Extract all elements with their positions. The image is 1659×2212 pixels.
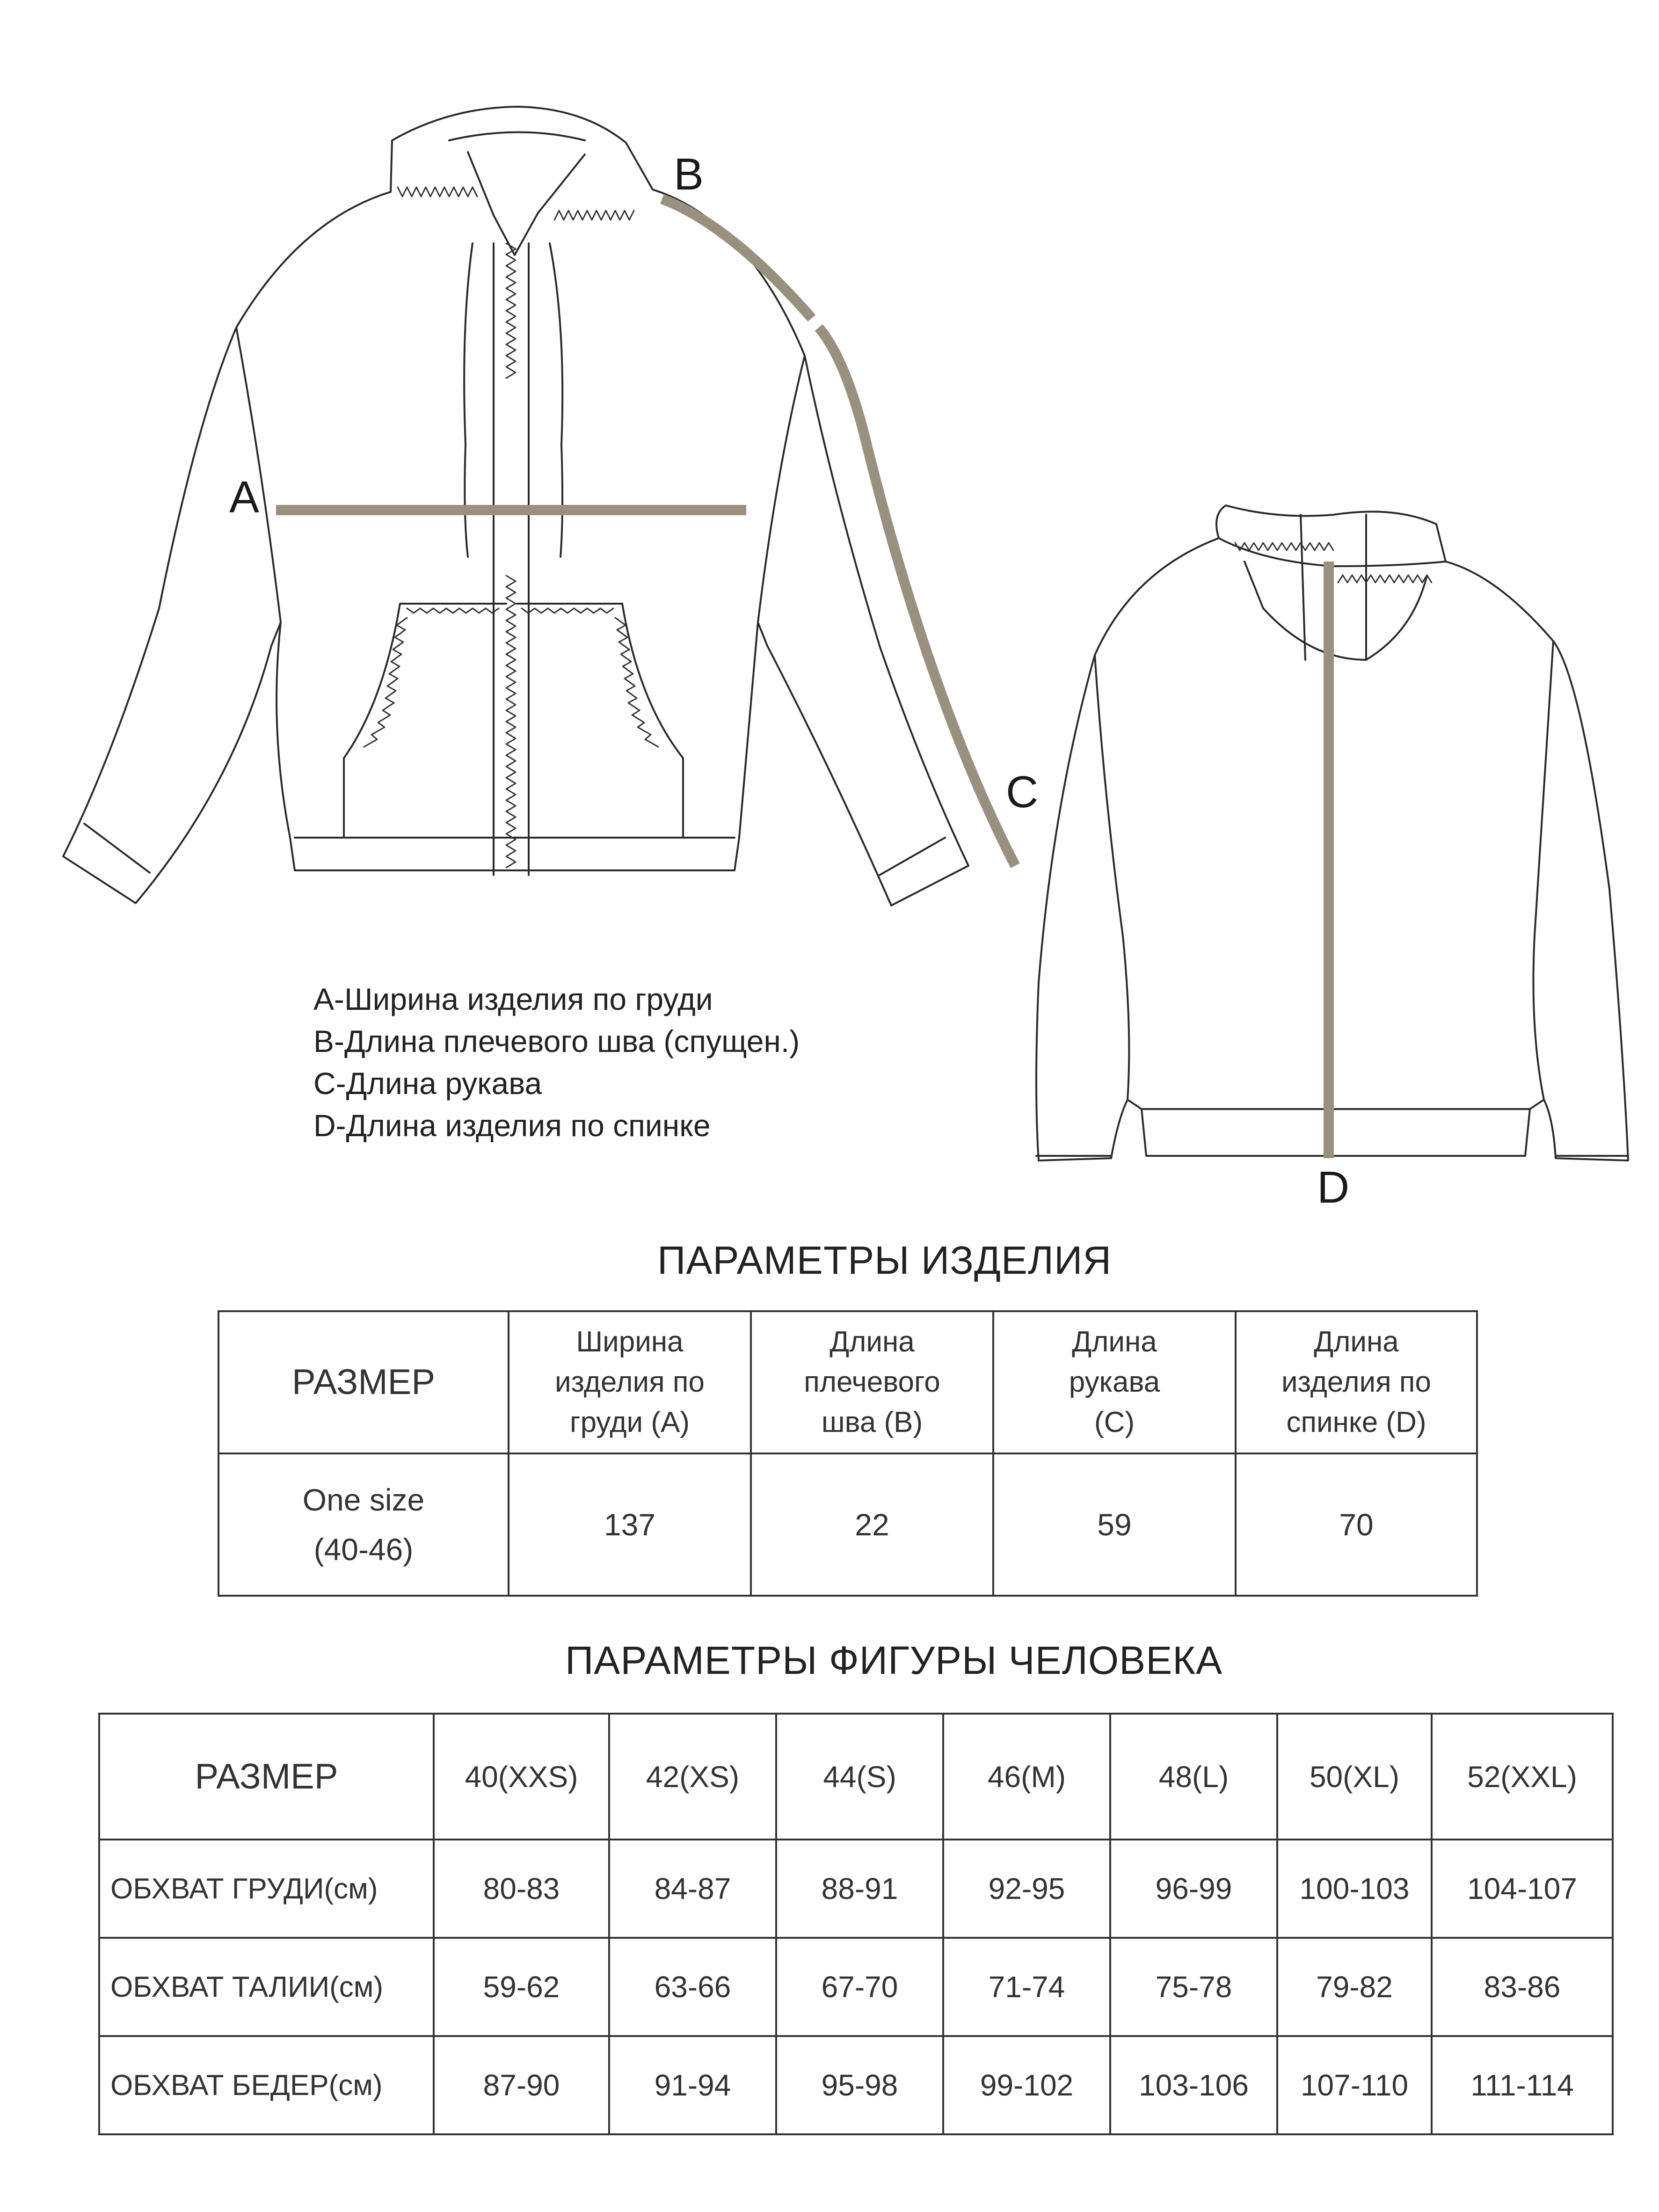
table-cell: 80-83 — [434, 1840, 609, 1938]
header-chest-width — [509, 1311, 751, 1453]
legend-item-b: B-Длина плечевого шва (спущен.) — [313, 1024, 800, 1059]
header-shoulder-length — [751, 1311, 993, 1453]
size-col-header: 44(S) — [776, 1714, 943, 1840]
header-line: груди (A) — [569, 1406, 690, 1438]
header-line: изделия по — [1281, 1366, 1431, 1398]
legend-item-a: A-Ширина изделия по груди — [313, 982, 713, 1016]
table-cell: 95-98 — [776, 2036, 943, 2134]
measure-line-b — [662, 199, 812, 318]
table-row — [99, 2036, 1613, 2134]
label-c: C — [1006, 767, 1039, 817]
header-line: рукава — [1069, 1366, 1160, 1398]
table-row — [218, 1311, 1477, 1453]
table-cell: 87-90 — [434, 2036, 609, 2134]
label-b: B — [674, 149, 704, 199]
size-value-line: One size — [302, 1482, 425, 1517]
product-params-table — [218, 1310, 1478, 1597]
size-col-header: 40(XXS) — [434, 1714, 609, 1840]
table-cell: 67-70 — [776, 1938, 943, 2036]
table-cell: 88-91 — [776, 1840, 943, 1938]
size-col-header: 50(XL) — [1277, 1714, 1432, 1840]
header-line: Длина — [830, 1326, 915, 1358]
header-line: плечевого — [804, 1366, 940, 1398]
table-cell: 84-87 — [609, 1840, 776, 1938]
table-cell: 91-94 — [609, 2036, 776, 2134]
size-header: РАЗМЕР — [99, 1714, 434, 1840]
value-chest-width: 137 — [509, 1453, 751, 1596]
size-value-line: (40-46) — [313, 1532, 414, 1567]
table-cell: 79-82 — [1277, 1938, 1432, 2036]
table-cell: 107-110 — [1277, 2036, 1432, 2134]
table-cell: 92-95 — [943, 1840, 1110, 1938]
measure-line-c — [819, 328, 1015, 866]
header-back-length — [1236, 1311, 1477, 1453]
header-line: изделия по — [555, 1366, 705, 1398]
size-value — [218, 1453, 509, 1596]
label-a: A — [229, 472, 260, 522]
legend-item-d: D-Длина изделия по спинке — [313, 1108, 711, 1143]
table-cell: 104-107 — [1432, 1840, 1613, 1938]
label-d: D — [1317, 1162, 1350, 1212]
body-params-title: ПАРАМЕТРЫ ФИГУРЫ ЧЕЛОВЕКА — [565, 1638, 1223, 1682]
front-zigzag-stitching — [364, 187, 658, 868]
header-line: шва (B) — [821, 1406, 923, 1438]
header-line: Ширина — [576, 1326, 684, 1358]
table-cell: 103-106 — [1110, 2036, 1277, 2134]
table-cell: 99-102 — [943, 2036, 1110, 2134]
table-cell: 100-103 — [1277, 1840, 1432, 1938]
table-cell: 75-78 — [1110, 1938, 1277, 2036]
table-cell: 83-86 — [1432, 1938, 1613, 2036]
value-shoulder-length: 22 — [751, 1453, 993, 1596]
size-col-header: 52(XXL) — [1432, 1714, 1613, 1840]
legend-item-c: C-Длина рукава — [313, 1066, 542, 1101]
header-sleeve-length — [993, 1311, 1236, 1453]
body-params-table — [98, 1713, 1614, 2135]
table-cell: 96-99 — [1110, 1840, 1277, 1938]
table-row — [218, 1453, 1477, 1596]
row-label-waist: ОБХВАТ ТАЛИИ(см) — [99, 1938, 434, 2036]
value-sleeve-length: 59 — [993, 1453, 1236, 1596]
header-line: спинке (D) — [1286, 1406, 1426, 1438]
product-params-title: ПАРАМЕТРЫ ИЗДЕЛИЯ — [657, 1238, 1112, 1282]
table-cell: 63-66 — [609, 1938, 776, 2036]
header-line: Длина — [1072, 1326, 1157, 1358]
table-row — [99, 1840, 1613, 1938]
row-label-hips: ОБХВАТ БЕДЕР(см) — [99, 2036, 434, 2134]
value-back-length: 70 — [1236, 1453, 1477, 1596]
size-header: РАЗМЕР — [218, 1311, 509, 1453]
table-cell: 111-114 — [1432, 2036, 1613, 2134]
size-col-header: 42(XS) — [609, 1714, 776, 1840]
table-row — [99, 1938, 1613, 2036]
table-cell: 71-74 — [943, 1938, 1110, 2036]
table-cell: 59-62 — [434, 1938, 609, 2036]
measurement-legend — [313, 978, 800, 1146]
row-label-chest: ОБХВАТ ГРУДИ(см) — [99, 1840, 434, 1938]
header-line: Длина — [1314, 1326, 1399, 1358]
size-col-header: 48(L) — [1110, 1714, 1277, 1840]
header-line: (C) — [1094, 1406, 1135, 1438]
size-col-header: 46(M) — [943, 1714, 1110, 1840]
table-row — [99, 1714, 1613, 1840]
